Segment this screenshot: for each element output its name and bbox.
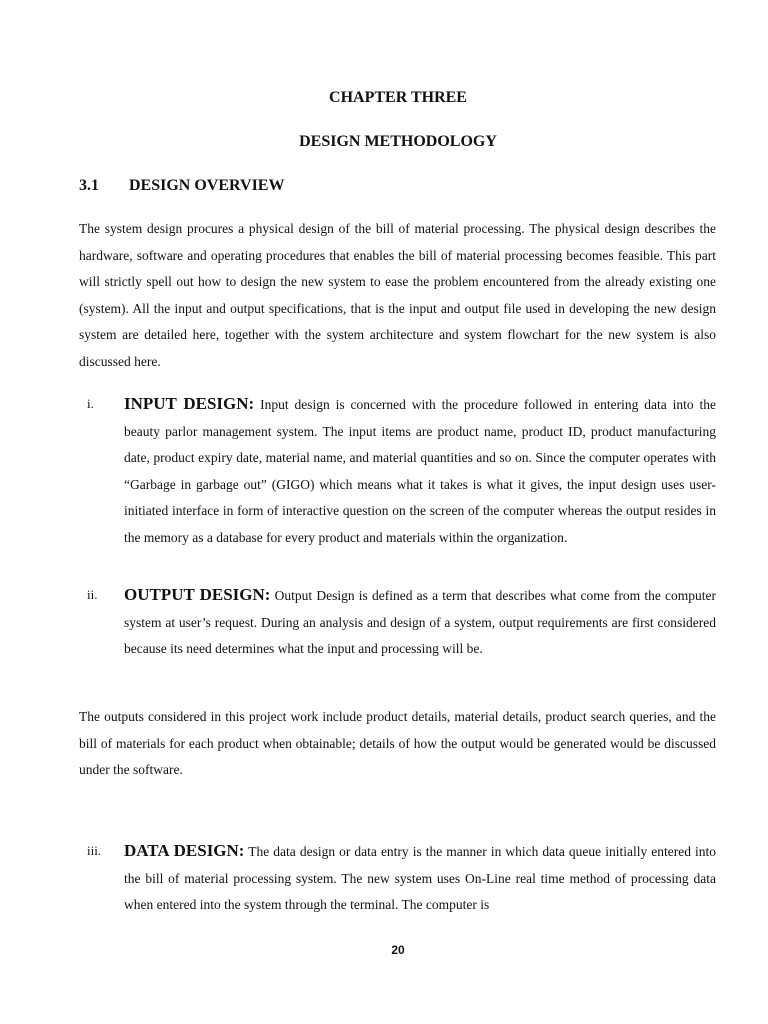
- list-numeral: i.: [87, 396, 94, 411]
- chapter-heading: CHAPTER THREE: [329, 89, 467, 106]
- section-title: DESIGN OVERVIEW: [129, 177, 285, 194]
- list-item-text: The data design or data entry is the manner in which data queue initially entered into the bill of material processing system. The new system uses On-Line real time method of processing data when entered into the system through the terminal. The computer is: [124, 844, 716, 912]
- list-item-label: DATA DESIGN:: [124, 841, 245, 860]
- list-numeral: ii.: [87, 587, 98, 602]
- list-item-body: [124, 838, 716, 919]
- list-numeral: iii.: [87, 843, 102, 858]
- chapter-title: DESIGN METHODOLOGY: [299, 133, 497, 150]
- intro-paragraph: The system design procures a physical design of the bill of material processing. The physical design describes the hardware, software and operating procedures that enables the bill of material processing becomes feasible. This part will strictly spell out how to design the new system to ease the problem encountered from the already existing one (system). All the input and output specifications, that is the input and output file used in developing the new design system are detailed here, together with the system architecture and system flowchart for the new system is also discussed here.: [79, 221, 716, 369]
- list-item-data-design: [79, 838, 716, 919]
- section-heading: [79, 177, 284, 195]
- list-item-body: [124, 391, 716, 551]
- list-item-label: INPUT DESIGN:: [124, 394, 255, 413]
- list-item-body: [124, 582, 716, 663]
- list-item-label: OUTPUT DESIGN:: [124, 585, 271, 604]
- section-number: 3.1: [79, 177, 99, 194]
- outputs-paragraph: The outputs considered in this project work include product details, material details, product search queries, and the bill of materials for each product when obtainable; details of how the output would be generated would be discussed under the software.: [79, 709, 716, 777]
- page-number: 20: [391, 943, 405, 957]
- list-item-text: Output Design is defined as a term that describes what come from the computer system at user’s request. During an analysis and design of a system, output requirements are first considered because its need determines what the input and processing will be.: [124, 588, 716, 656]
- list-item-output-design: [79, 582, 716, 663]
- list-item-text: Input design is concerned with the procedure followed in entering data into the beauty parlor management system. The input items are product name, product ID, product manufacturing date, product expiry date, material name, and material quantities and so on. Since the computer operates with “Garbage in garbage out” (GIGO) which means what it takes is what it gives, the input design uses user-initiated interface in form of interactive question on the screen of the computer whereas the output resides in the memory as a database for every product and materials within the organization.: [124, 397, 716, 545]
- list-item-input-design: [79, 391, 716, 551]
